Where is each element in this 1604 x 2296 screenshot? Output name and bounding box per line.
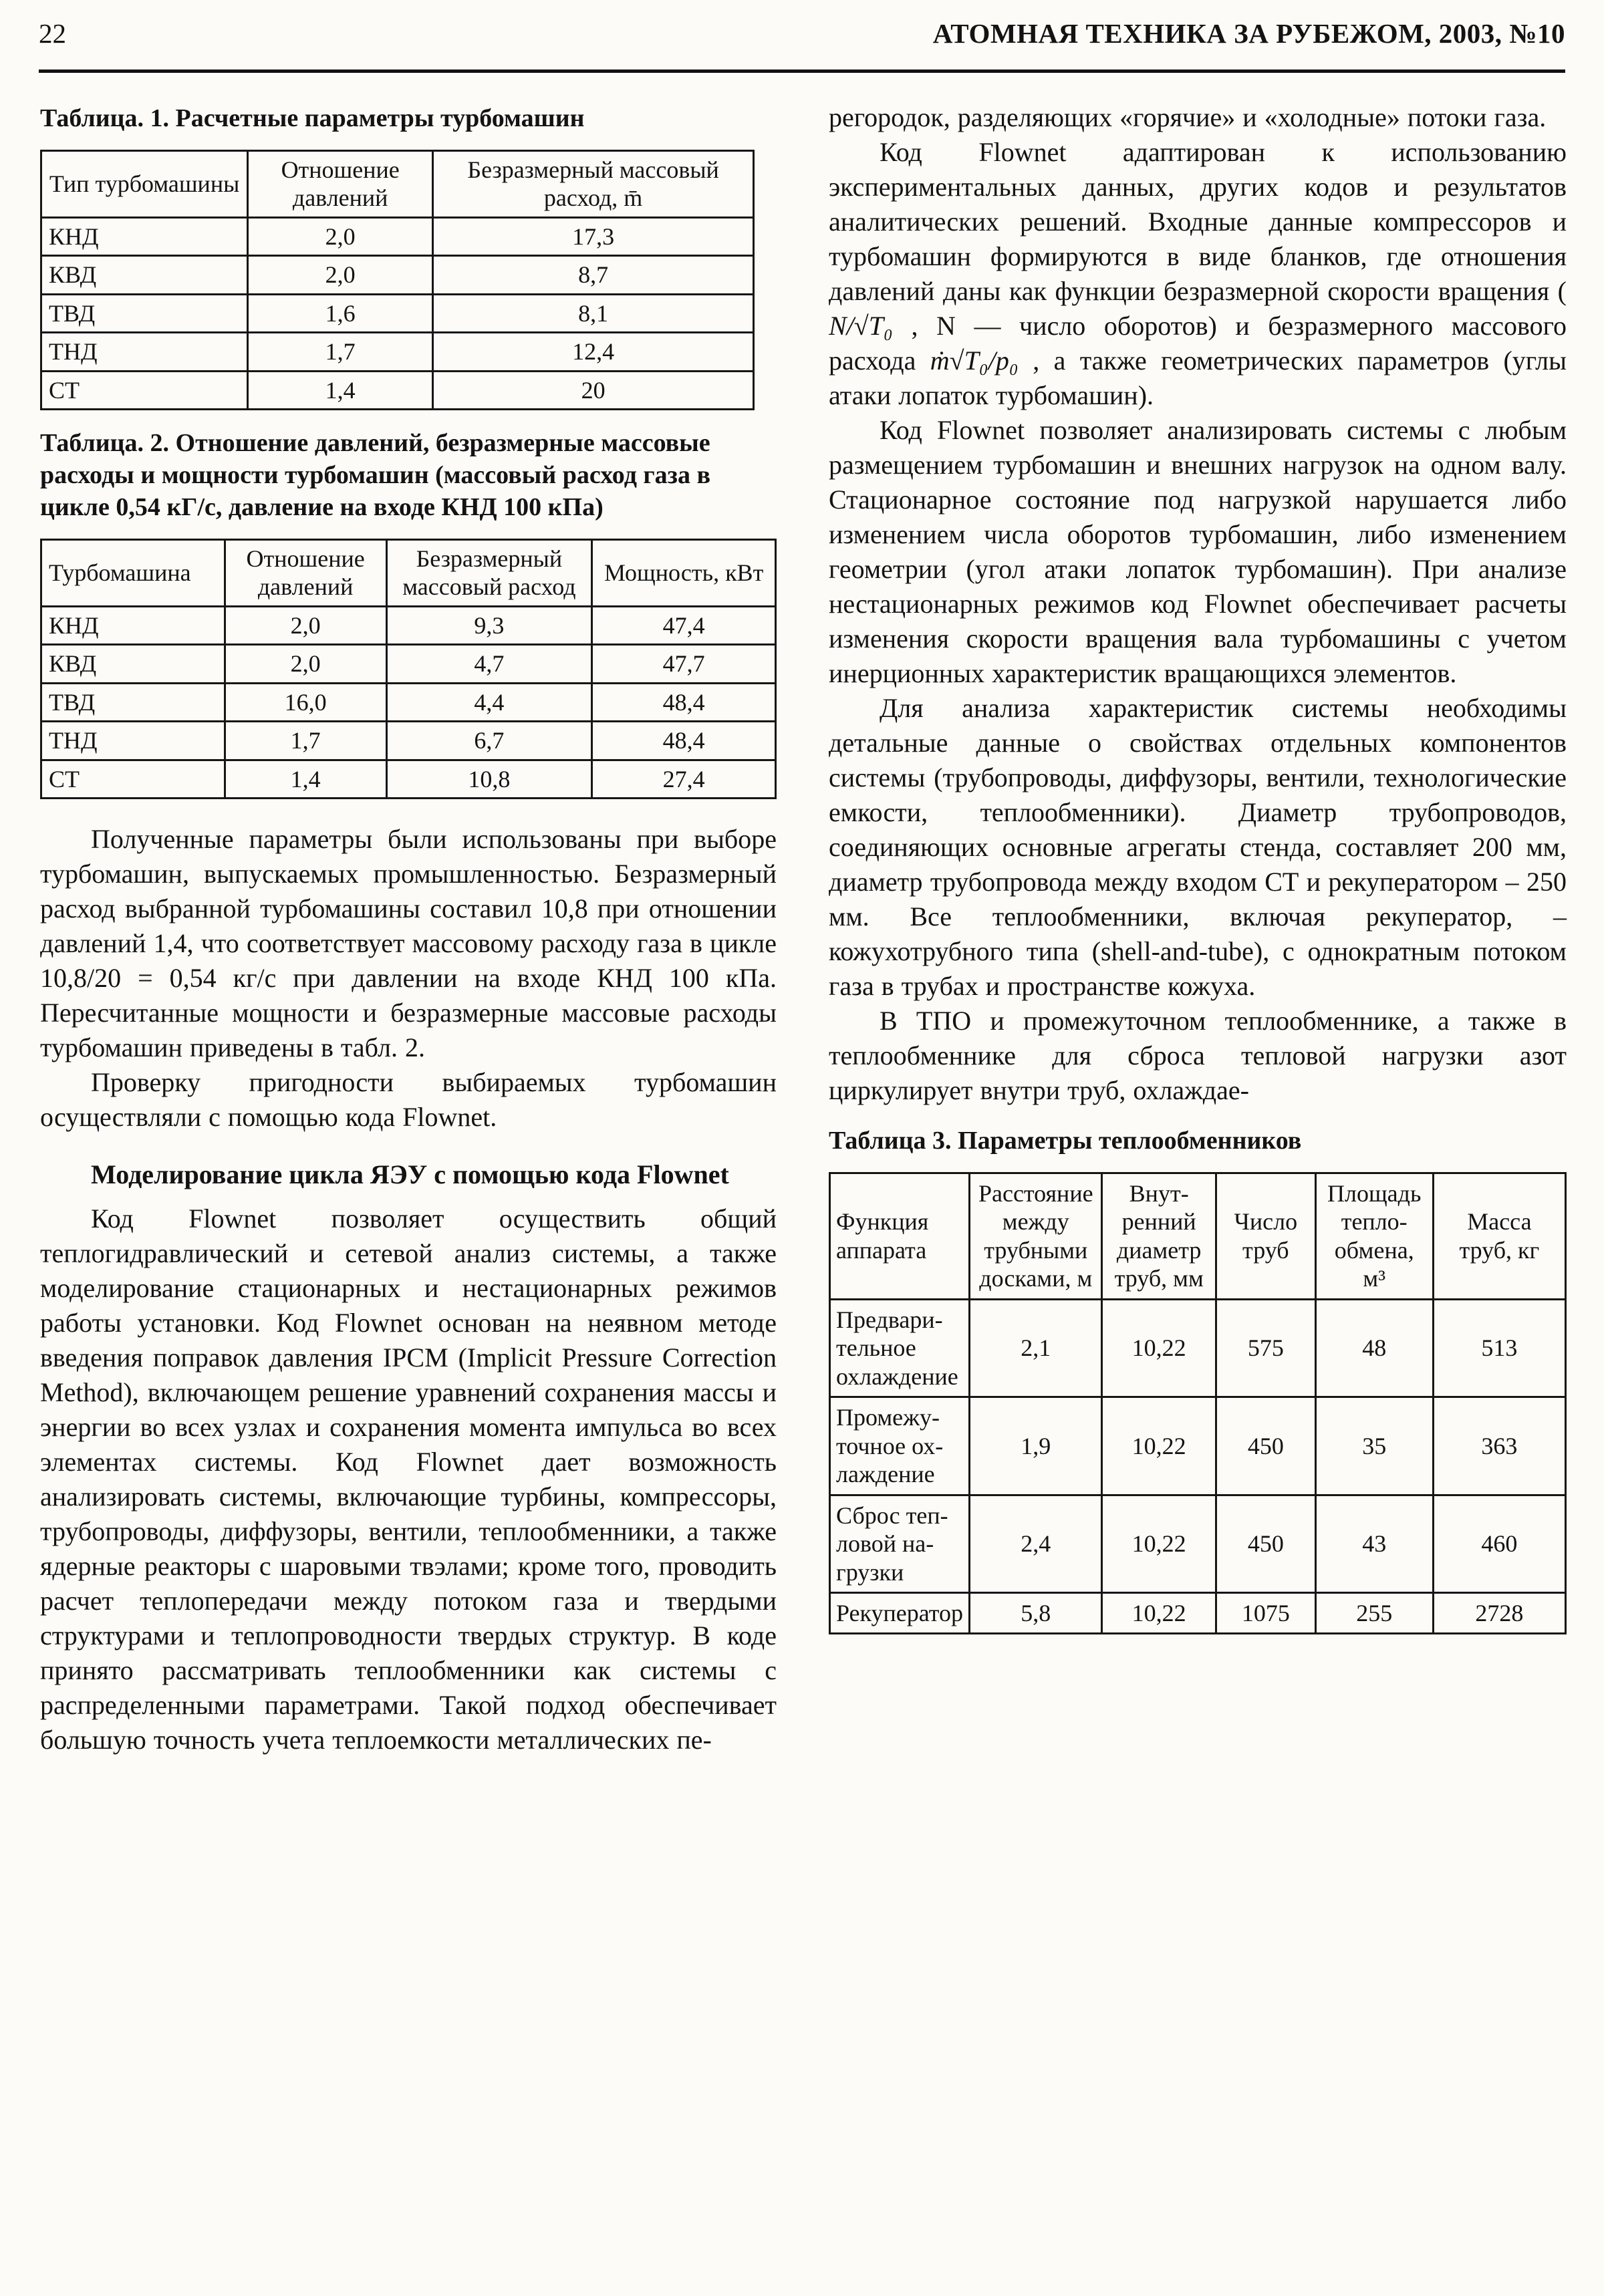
table3-header-row	[830, 1173, 1566, 1299]
table2-cell: 6,7	[386, 722, 592, 760]
table3-cell: 2728	[1433, 1592, 1565, 1633]
table2-row	[41, 645, 776, 683]
table2-cell: 27,4	[592, 760, 776, 798]
table2-cell: 4,4	[386, 683, 592, 721]
table1	[40, 150, 755, 410]
table2-cell: 48,4	[592, 722, 776, 760]
table1-header-row	[41, 150, 754, 217]
page-header	[39, 17, 1565, 49]
table1-cell: 1,4	[248, 371, 433, 409]
table1-cell: 8,7	[433, 256, 754, 294]
table2-header-cell: Безразмерный массовый расход	[386, 539, 592, 606]
paragraph: Код Flownet позволяет осуществить общий теплогидравлический и сетевой анализ системы, а также моделирование стационарных и нестационарных режимов работы установки. Код Flownet основан на неявном методе введения поправок давления IPCM (Implicit Pressure Correction Method), включающем решение уравнений сохранения массы и энергии во всех узлах и сохранения момента импульса во всех элементах системы. Код Flownet дает возможность анализировать системы, включающие турбины, компрессоры, трубопроводы, диффузоры, вентили, теплообменники, а также ядерные реакторы с шаровыми твэлами; кроме того, проводить расчет теплопередачи между потоком газа и твердыми структурами и теплопроводности твердых структур. В коде принято рассматривать теплообменники как системы с распределенными параметрами. Такой подход обеспечивает большую точность учета теплоемкости металлических пе-	[40, 1203, 777, 1755]
table3-cell: 575	[1216, 1299, 1316, 1397]
table2-cell: 1,7	[225, 722, 386, 760]
table3-cell: 255	[1315, 1592, 1433, 1633]
table3-cell: Промежуточное охлаждение	[830, 1397, 970, 1495]
table1-cell: СТ	[41, 371, 248, 409]
paragraph-text: Код Flownet адаптирован к использованию экспериментальных данных, других кодов и результатов аналитических решений. Входные данные компрессоров и турбомашин формируются в виде бланков, где отношения давлений даны как функции безразмерной скорости вращения (	[829, 137, 1567, 306]
table2-cell: 9,3	[386, 606, 592, 644]
table2-row	[41, 683, 776, 721]
table3-header-cell: Расстояние между трубными досками, м	[970, 1173, 1102, 1299]
table1-cell: 2,0	[248, 256, 433, 294]
table2-row	[41, 760, 776, 798]
left-column	[40, 100, 777, 1757]
header-rule	[39, 69, 1565, 73]
paragraph: Для анализа характеристик системы необходимы детальные данные о свойствах отдельных компонентов системы (трубопроводы, диффузоры, вентили, технологические емкости, теплообменники). Диаметр трубопроводов, соединяющих основные агрегаты стенда, составляет 200 мм, диаметр трубопровода между входом СТ и рекуператором – 250 мм. Все теплообменники, включая рекуператор, – кожухотрубного типа (shell-and-tube), с однократным потоком газа в трубах и пространстве кожуха.	[829, 693, 1567, 1001]
table2-cell: 4,7	[386, 645, 592, 683]
table3-cell: 48	[1315, 1299, 1433, 1397]
formula-mass-flow: ṁ√T₀/p₀	[930, 345, 1019, 376]
table3-row	[830, 1592, 1566, 1633]
table3-cell: 460	[1433, 1495, 1565, 1592]
table3-cell: 10,22	[1102, 1397, 1216, 1495]
table3-header-cell: Масса труб, кг	[1433, 1173, 1565, 1299]
table3-cell: 5,8	[970, 1592, 1102, 1633]
table2-cell: 2,0	[225, 645, 386, 683]
table2-cell: 10,8	[386, 760, 592, 798]
paragraph: регородок, разделяющих «горячие» и «холодные» потоки газа.	[829, 102, 1547, 132]
table1-cell: КВД	[41, 256, 248, 294]
table3-cell: Рекуператор	[830, 1592, 970, 1633]
table1-row	[41, 371, 754, 409]
table3-cell: 10,22	[1102, 1592, 1216, 1633]
table1-cell: 20	[433, 371, 754, 409]
table1-row	[41, 256, 754, 294]
paragraph: Проверку пригодности выбираемых турбомашин осуществляли с помощью кода Flownet.	[40, 1067, 777, 1133]
table2-cell: 1,4	[225, 760, 386, 798]
table1-cell: 17,3	[433, 217, 754, 255]
table1-header-cell: Тип турбомашины	[41, 150, 248, 217]
table3-cell: Предварительное охлаждение	[830, 1299, 970, 1397]
table3-cell: 450	[1216, 1495, 1316, 1592]
table3-cell: 363	[1433, 1397, 1565, 1495]
right-column	[829, 100, 1567, 1634]
table3-cell: Сброс тепловой нагрузки	[830, 1495, 970, 1592]
table3-cell: 513	[1433, 1299, 1565, 1397]
table1-cell: КНД	[41, 217, 248, 255]
table2-row	[41, 722, 776, 760]
table1-cell: 1,7	[248, 333, 433, 371]
table1-caption: Таблица. 1. Расчетные параметры турбомашин	[40, 104, 585, 132]
table1-cell: 12,4	[433, 333, 754, 371]
table3-header-cell: Внутренний диаметр труб, мм	[1102, 1173, 1216, 1299]
table2-cell: 47,4	[592, 606, 776, 644]
table2-caption: Таблица. 2. Отношение давлений, безразмерные массовые расходы и мощности турбомашин (массовый расход газа в цикле 0,54 кГ/с, давление на входе КНД 100 кПа)	[40, 429, 710, 521]
table1-cell: ТВД	[41, 294, 248, 332]
table1-header-cell: Безразмерный массовый расход, m̄	[433, 150, 754, 217]
table2-cell: 48,4	[592, 683, 776, 721]
table3-cell: 1,9	[970, 1397, 1102, 1495]
formula-rotation-speed: N/√T₀	[829, 311, 893, 341]
table1-row	[41, 217, 754, 255]
table3-cell: 35	[1315, 1397, 1433, 1495]
table1-cell: 8,1	[433, 294, 754, 332]
table2-header-cell: Турбомашина	[41, 539, 225, 606]
table3-cell: 43	[1315, 1495, 1433, 1592]
table1-row	[41, 294, 754, 332]
table3-cell: 10,22	[1102, 1495, 1216, 1592]
paragraph: В ТПО и промежуточном теплообменнике, а также в теплообменнике для сброса тепловой нагрузки азот циркулирует внутри труб, охлаждае-	[829, 1006, 1567, 1105]
paragraph-with-formulas	[829, 135, 1567, 413]
table3-cell: 450	[1216, 1397, 1316, 1495]
table2-cell: 47,7	[592, 645, 776, 683]
section-heading: Моделирование цикла ЯЭУ с помощью кода Flownet	[91, 1159, 729, 1190]
table1-header-cell: Отношение давлений	[248, 150, 433, 217]
table3-header-cell: Площадь теплообмена, м³	[1315, 1173, 1433, 1299]
table1-row	[41, 333, 754, 371]
table2-cell: СТ	[41, 760, 225, 798]
table2-cell: 16,0	[225, 683, 386, 721]
table3	[829, 1172, 1567, 1635]
table2-header-cell: Мощность, кВт	[592, 539, 776, 606]
table3-row	[830, 1299, 1566, 1397]
table2	[40, 539, 777, 799]
paragraph-text: , N — число оборотов) и безразмерного массового расхода	[829, 311, 1567, 376]
table3-cell: 10,22	[1102, 1299, 1216, 1397]
table2-cell: КНД	[41, 606, 225, 644]
table3-cell: 2,1	[970, 1299, 1102, 1397]
journal-title: АТОМНАЯ ТЕХНИКА ЗА РУБЕЖОМ, 2003, №10	[932, 18, 1565, 49]
table2-cell: КВД	[41, 645, 225, 683]
table2-cell: ТВД	[41, 683, 225, 721]
table1-cell: 1,6	[248, 294, 433, 332]
table3-header-cell: Число труб	[1216, 1173, 1316, 1299]
paragraph: Полученные параметры были использованы при выборе турбомашин, выпускаемых промышленностью. Безразмерный расход выбранной турбомашины составил 10,8 при отношении давлений 1,4, что соответствует массовому расходу газа в цикле 10,8/20 = 0,54 кг/с при давлении на входе КНД 100 кПа. Пересчитанные мощности и безразмерные массовые расходы турбомашин приведены в табл. 2.	[40, 824, 777, 1063]
table1-cell: ТНД	[41, 333, 248, 371]
paragraph-text: , а также геометрических параметров (углы атаки лопаток турбомашин).	[829, 345, 1567, 410]
table2-header-row	[41, 539, 776, 606]
table3-cell: 1075	[1216, 1592, 1316, 1633]
table3-header-cell: Функция аппарата	[830, 1173, 970, 1299]
table3-row	[830, 1495, 1566, 1592]
table2-header-cell: Отношение давлений	[225, 539, 386, 606]
table1-cell: 2,0	[248, 217, 433, 255]
page-number: 22	[39, 18, 66, 49]
table3-cell: 2,4	[970, 1495, 1102, 1592]
paragraph: Код Flownet позволяет анализировать системы с любым размещением турбомашин и внешних нагрузок на одном валу. Стационарное состояние под нагрузкой нарушается либо изменением числа оборотов турбомашин, либо изменением геометрии (угол атаки лопаток турбомашин). При анализе нестационарных режимов код Flownet обеспечивает расчеты изменения скорости вращения вала турбомашины с учетом инерционных характеристик вращающихся элементов.	[829, 415, 1567, 688]
table2-cell: ТНД	[41, 722, 225, 760]
table2-cell: 2,0	[225, 606, 386, 644]
table3-row	[830, 1397, 1566, 1495]
table2-row	[41, 606, 776, 644]
table3-caption: Таблица 3. Параметры теплообменников	[829, 1127, 1302, 1155]
